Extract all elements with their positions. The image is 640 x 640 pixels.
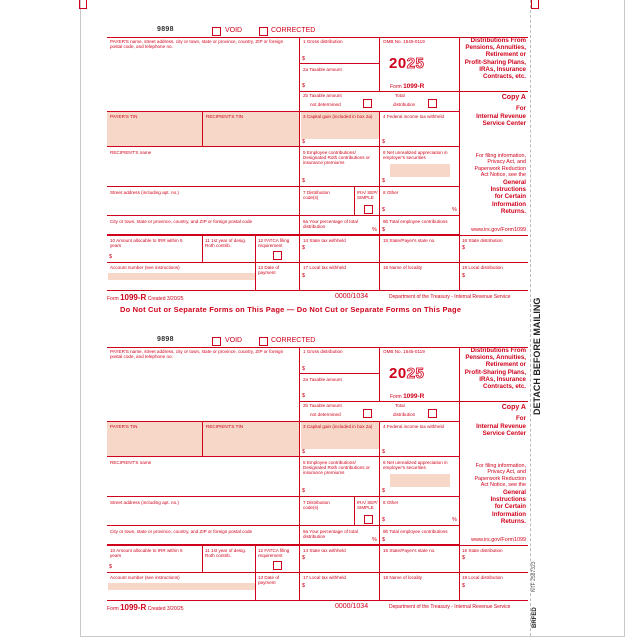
notice-bold: General Instructions for Certain Information Returns. (490, 489, 526, 525)
form-title: Distributions From Pensions, Annuities, Retirement or Profit-Sharing Plans, IRAs, Insurance Contracts, etc. (464, 347, 526, 391)
box12-label: 12 FATCA filing requirement (258, 548, 290, 559)
box16-dollar: $ (462, 555, 466, 561)
notice-bold: General Instructions for Certain Information Returns. (490, 179, 526, 215)
account-label: Account number (see instructions) (110, 265, 180, 270)
form-copy-bottom (107, 337, 528, 627)
box8-percent: % (452, 207, 457, 213)
box13-label: 13 Date of payment (258, 575, 280, 586)
box12-checkbox[interactable] (273, 561, 282, 570)
box2b-not-determined-checkbox[interactable] (363, 99, 372, 108)
box5-dollar: $ (302, 488, 306, 494)
copy-for: For (516, 415, 526, 422)
irs-url: www.irs.gov/Form1099 (471, 227, 526, 233)
box19-dollar: $ (462, 583, 466, 589)
box15-label: 15 State/Payer's state no. (383, 238, 436, 243)
void-label: VOID (225, 337, 243, 344)
box4-dollar: $ (382, 139, 386, 145)
year-block (380, 347, 460, 401)
corrected-checkbox[interactable] (259, 27, 268, 36)
account-label: Account number (see instructions) (110, 575, 180, 580)
ira-checkbox[interactable] (364, 205, 373, 214)
recipient-name-label: RECIPIENT'S name (110, 150, 152, 155)
box2a-label: 2a Taxable amount (303, 67, 342, 72)
recipient-name-label: RECIPIENT'S name (110, 460, 152, 465)
box5-dollar: $ (302, 178, 306, 184)
city-label: City or town, state or province, country, and ZIP or foreign postal code (110, 529, 253, 534)
box14-label: 14 State tax withheld (303, 548, 346, 553)
box14-dollar: $ (302, 555, 306, 561)
payer-tin-label: PAYER'S TIN (110, 114, 138, 119)
form-name-small: Form 1099-R (390, 393, 425, 400)
box8-label: 8 Other (383, 190, 399, 195)
box9a-label: 9a Your percentage of total distribution (303, 219, 358, 230)
box5-label: 5 Employee contributions/ Designated Roth contributions or insurance premiums (303, 460, 370, 476)
box8-label: 8 Other (383, 500, 399, 505)
recipient-tin-label: RECIPIENT'S TIN (206, 114, 244, 119)
box1-dollar: $ (302, 56, 306, 62)
box1-label: 1 Gross distribution (303, 39, 343, 44)
corrected-label: CORRECTED (271, 337, 316, 344)
box17-label: 17 Local tax withheld (303, 265, 346, 270)
box2b-not-determined: not determined (310, 412, 341, 417)
box3-dollar: $ (302, 139, 306, 145)
payer-name-field[interactable] (107, 37, 300, 111)
crop-mark-left (79, 0, 87, 9)
notice-text: For filing information, Privacy Act, and Paperwork Reduction Act Notice, see the (474, 463, 526, 488)
box2b-label: 2b Taxable amount (303, 403, 342, 408)
box17-label: 17 Local tax withheld (303, 575, 346, 580)
box2b-distribution: distribution (393, 102, 416, 107)
detach-before-mailing: DETACH BEFORE MAILING (532, 297, 542, 415)
box9a-label: 9a Your percentage of total distribution (303, 529, 358, 540)
box1-dollar: $ (302, 366, 306, 372)
box19-label: 19 Local distribution (462, 265, 503, 270)
cat-number: 0000/1034 (335, 603, 369, 610)
recipient-tin-label: RECIPIENT'S TIN (206, 424, 244, 429)
copy-label: Copy A (501, 404, 526, 411)
box14-label: 14 State tax withheld (303, 238, 346, 243)
box6-label: 6 Net unrealized appreciation in employer's securities (383, 150, 448, 161)
payer-name-field[interactable] (107, 347, 300, 421)
box10-dollar: $ (109, 564, 113, 570)
box3-label: 3 Capital gain (included in box 2a) (303, 424, 373, 429)
ira-checkbox[interactable] (364, 515, 373, 524)
box8-dollar: $ (382, 207, 386, 213)
box11-label: 11 1st year of desig. Roth contrib. (205, 238, 247, 249)
form-footer-name: Form 1099-R Created 3/20/25 (107, 603, 184, 612)
box9b-label: 9b Total employee contributions (383, 219, 448, 224)
box19-label: 19 Local distribution (462, 575, 503, 580)
city-label: City or town, state or province, country, and ZIP or foreign postal code (110, 219, 253, 224)
copy-for: For (516, 105, 526, 112)
box2b-total-checkbox[interactable] (428, 409, 437, 418)
box12-checkbox[interactable] (273, 251, 282, 260)
box3-label: 3 Capital gain (included in box 2a) (303, 114, 373, 119)
form-code: 9898 (157, 336, 174, 343)
box9b-label: 9b Total employee contributions (383, 529, 448, 534)
form-copy-top (107, 27, 528, 317)
form-footer-name: Form 1099-R Created 3/20/25 (107, 293, 184, 302)
omb-number: OMB No. 1545-0119 (383, 39, 425, 44)
box2b-distribution: distribution (393, 412, 416, 417)
box4-label: 4 Federal income tax withheld (383, 424, 445, 429)
box10-dollar: $ (109, 254, 113, 260)
box14-dollar: $ (302, 245, 306, 251)
box11-label: 11 1st year of desig. Roth contrib. (205, 548, 247, 559)
irs-url: www.irs.gov/Form1099 (471, 537, 526, 543)
cat-number: 0000/1034 (335, 293, 369, 300)
box9a-percent: % (372, 227, 377, 233)
year-prefix: 20 (389, 55, 407, 72)
copy-label: Copy A (501, 94, 526, 101)
form-code: 9898 (157, 26, 174, 33)
box7-label: 7 Distribution code(s) (303, 190, 330, 201)
box2a-dollar: $ (302, 83, 306, 89)
payer-name-label: PAYER'S name, street address, city or town, state or province, country, ZIP or foreign postal code, and telephone no. (110, 349, 284, 360)
box2b-not-determined-checkbox[interactable] (363, 409, 372, 418)
box18-label: 18 Name of locality (383, 265, 423, 270)
box18-label: 18 Name of locality (383, 575, 423, 580)
box6-dollar: $ (382, 488, 386, 494)
notice-text: For filing information, Privacy Act, and Paperwork Reduction Act Notice, see the (474, 153, 526, 178)
payer-name-label: PAYER'S name, street address, city or town, state or province, country, ZIP or foreign postal code, and telephone no. (110, 39, 284, 50)
void-label: VOID (225, 27, 243, 34)
box17-dollar: $ (302, 583, 306, 589)
box17-dollar: $ (302, 273, 306, 279)
brfed-code: BRFED (532, 607, 538, 628)
box15-label: 15 State/Payer's state no. (383, 548, 436, 553)
copy-destination: Internal Revenue Service Center (476, 113, 526, 128)
box10-label: 10 Amount allocable to IRR within 5 years (110, 238, 183, 249)
box2a-dollar: $ (302, 393, 306, 399)
department: Department of the Treasury - Internal Revenue Service (389, 294, 511, 300)
box4-label: 4 Federal income tax withheld (383, 114, 445, 119)
form-name-small: Form 1099-R (390, 83, 425, 90)
box12-label: 12 FATCA filing requirement (258, 238, 290, 249)
year-prefix: 20 (389, 365, 407, 382)
box10-label: 10 Amount allocable to IRR within 5 years (110, 548, 183, 559)
void-checkbox[interactable] (212, 27, 221, 36)
box16-label: 16 State distribution (462, 548, 503, 553)
box16-label: 16 State distribution (462, 238, 503, 243)
box9b-dollar: $ (382, 537, 386, 543)
box2a-label: 2a Taxable amount (303, 377, 342, 382)
box8-dollar: $ (382, 517, 386, 523)
box19-dollar: $ (462, 273, 466, 279)
box6-label: 6 Net unrealized appreciation in employer's securities (383, 460, 448, 471)
box9a-percent: % (372, 537, 377, 543)
department: Department of the Treasury - Internal Revenue Service (389, 604, 511, 610)
corrected-checkbox[interactable] (259, 337, 268, 346)
box9b-dollar: $ (382, 227, 386, 233)
box4-dollar: $ (382, 449, 386, 455)
payer-tin-label: PAYER'S TIN (110, 424, 138, 429)
box13-label: 13 Date of payment (258, 265, 280, 276)
box16-dollar: $ (462, 245, 466, 251)
box2b-not-determined: not determined (310, 102, 341, 107)
void-checkbox[interactable] (212, 337, 221, 346)
do-not-cut-warning: Do Not Cut or Separate Forms on This Page — Do Not Cut or Separate Forms on This Page (120, 305, 462, 314)
ira-label: IRA/ SEP/ SIMPLE (357, 500, 378, 511)
box2b-total-checkbox[interactable] (428, 99, 437, 108)
ira-label: IRA/ SEP/ SIMPLE (357, 190, 378, 201)
box6-dollar: $ (382, 178, 386, 184)
box2b-label: 2b Taxable amount (303, 93, 342, 98)
year-suffix: 25 (406, 55, 425, 72)
box1-label: 1 Gross distribution (303, 349, 343, 354)
omb-number: OMB No. 1545-0119 (383, 349, 425, 354)
street-label: Street address (including apt. no.) (110, 190, 179, 195)
box7-label: 7 Distribution code(s) (303, 500, 330, 511)
box5-label: 5 Employee contributions/ Designated Roth contributions or insurance premiums (303, 150, 370, 166)
box2b-total: Total (395, 403, 405, 408)
box3-dollar: $ (302, 449, 306, 455)
box8-percent: % (452, 517, 457, 523)
crop-mark-right (531, 0, 539, 9)
box2b-total: Total (395, 93, 405, 98)
year-suffix: 25 (406, 365, 425, 382)
copy-destination: Internal Revenue Service Center (476, 423, 526, 438)
perforation-line (530, 0, 531, 636)
corrected-label: CORRECTED (271, 27, 316, 34)
form-title: Distributions From Pensions, Annuities, Retirement or Profit-Sharing Plans, IRAs, Insurance Contracts, etc. (464, 37, 526, 81)
year-block (380, 37, 460, 91)
ntf-code: NTF 2587323 (531, 561, 537, 592)
street-label: Street address (including apt. no.) (110, 500, 179, 505)
